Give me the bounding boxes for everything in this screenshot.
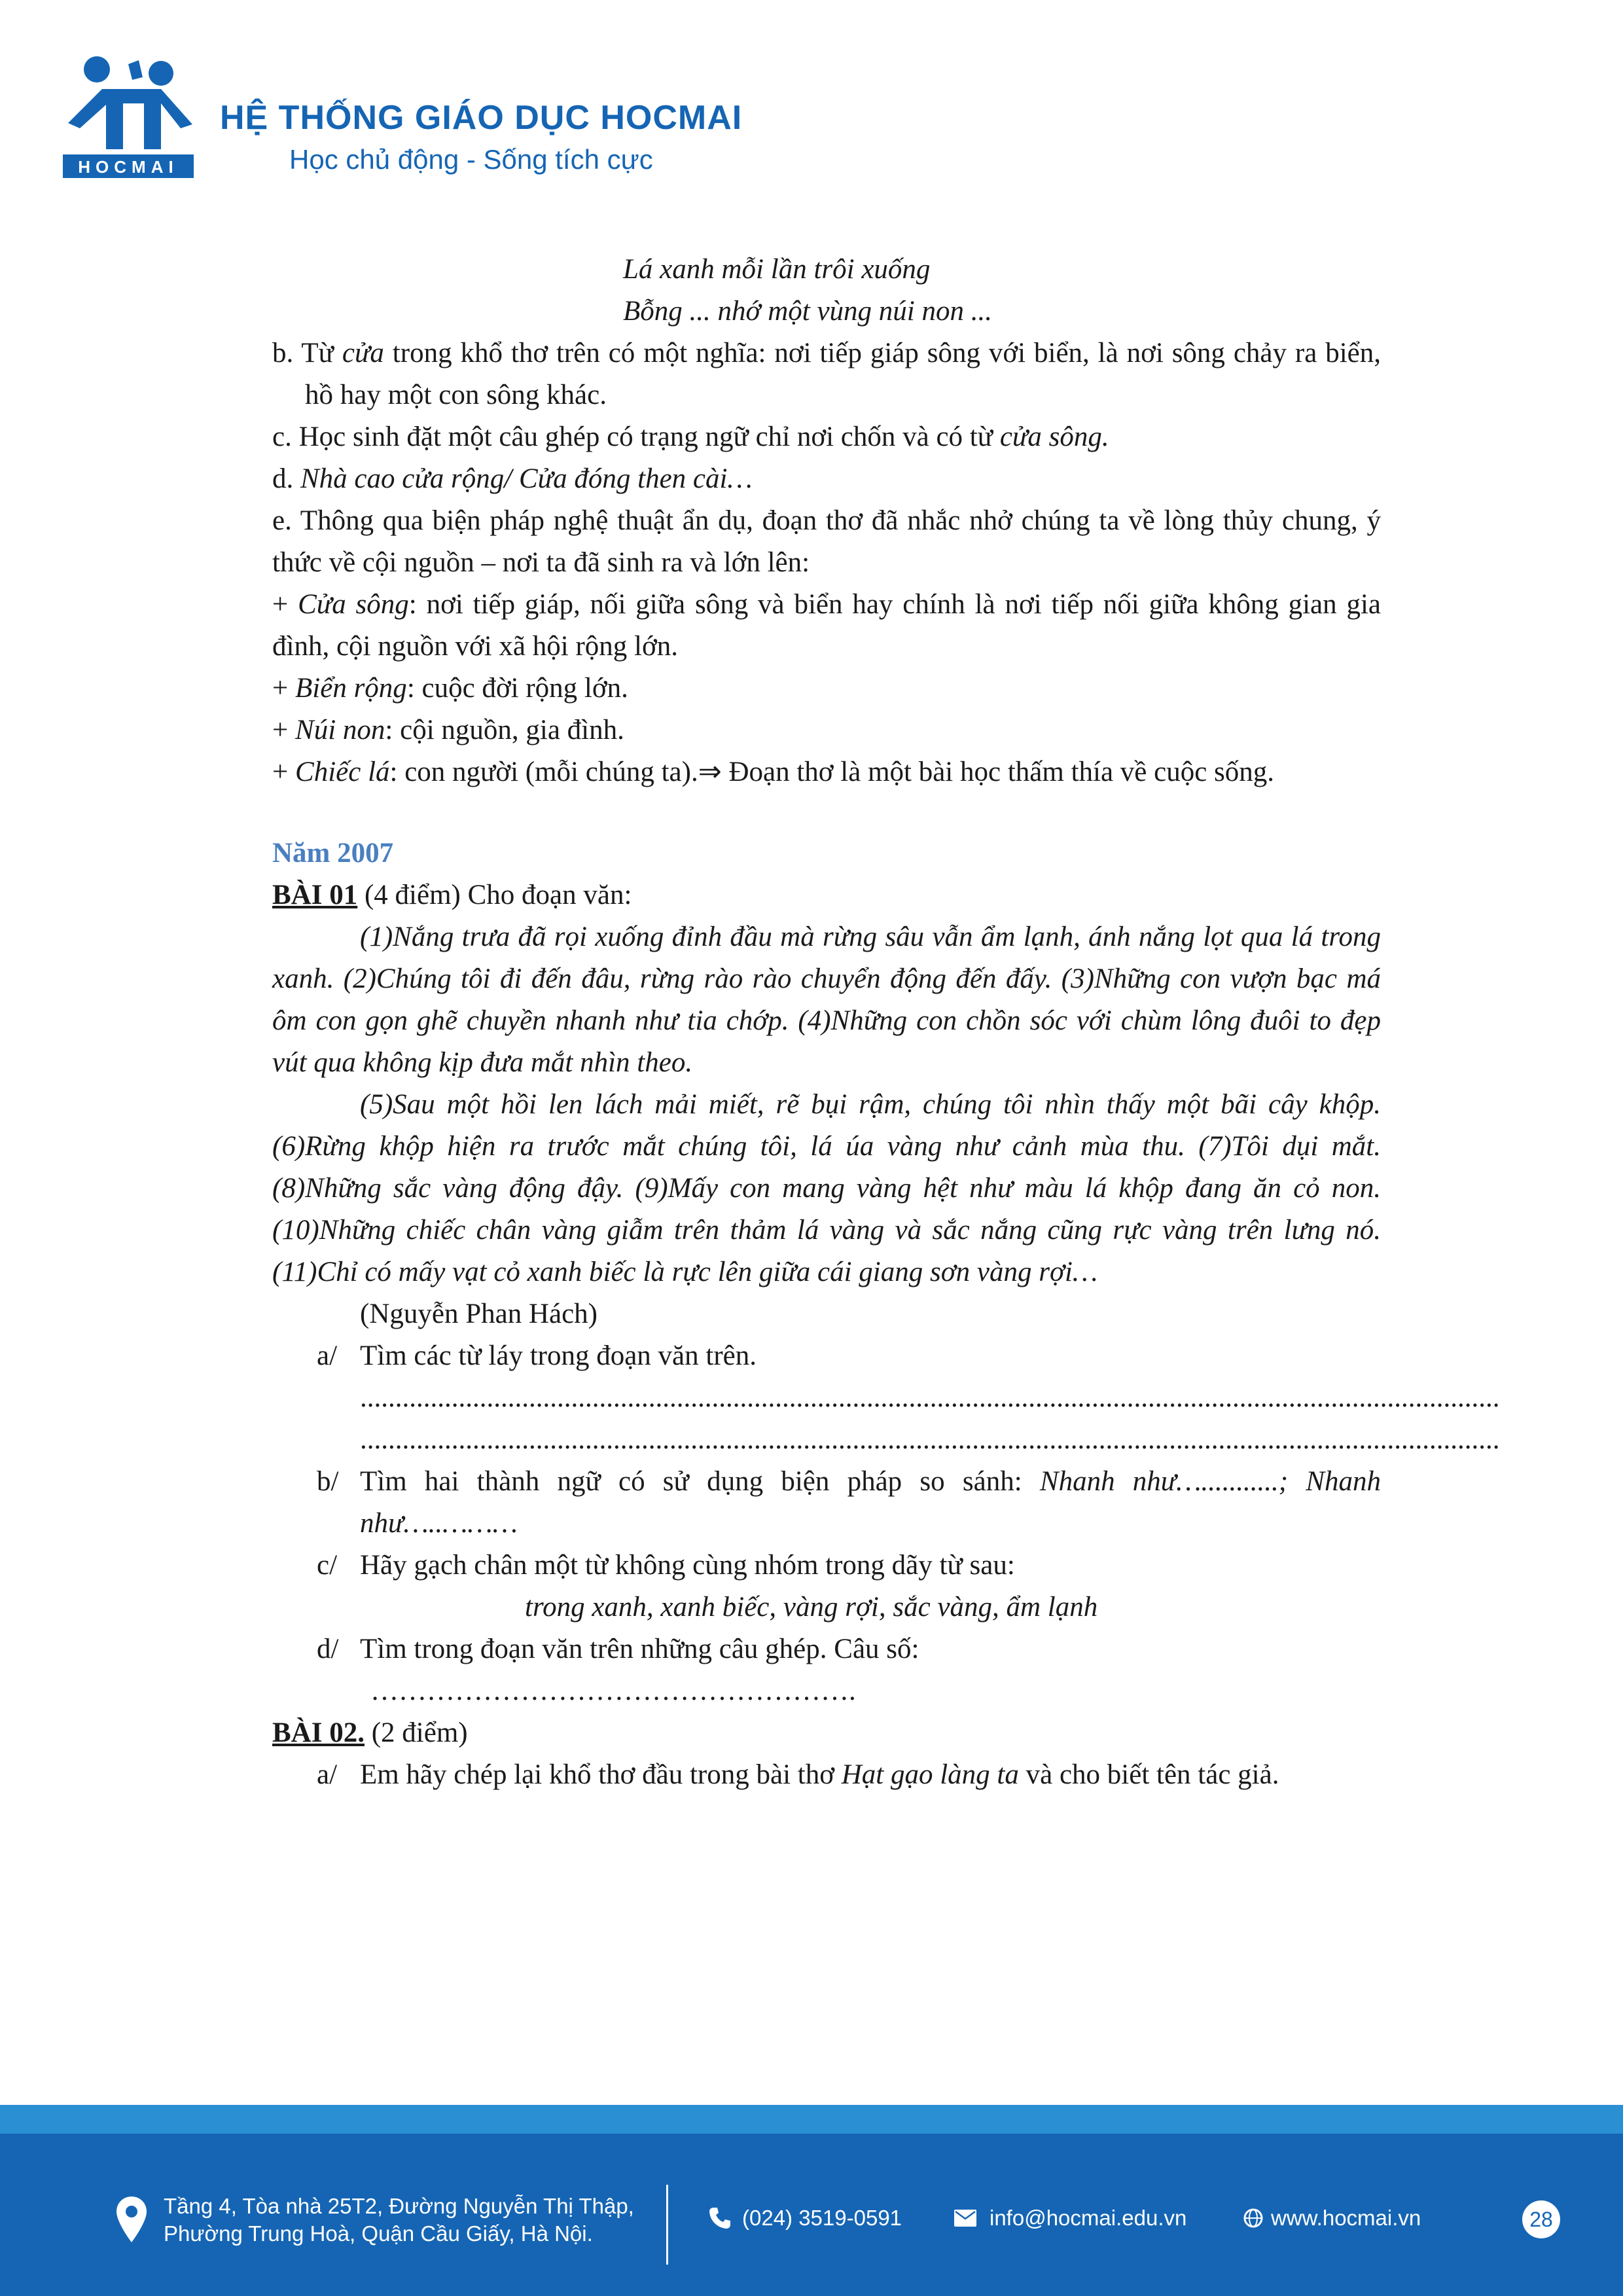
- question-label: c/: [317, 1550, 338, 1581]
- bullet-term: Biển rộng: [295, 673, 407, 704]
- footer-email[interactable]: [954, 2206, 1186, 2231]
- bullet-nui-non: [272, 709, 1381, 751]
- question-text: Tìm trong đoạn văn trên những câu ghép. Câu số:: [360, 1634, 919, 1664]
- bullet-plus: +: [272, 673, 296, 704]
- bai-02-heading: [272, 1712, 1381, 1754]
- passage-paragraph-1: (1)Nắng trưa đã rọi xuống đỉnh đầu mà rừng sâu vẫn ẩm lạnh, ánh nắng lọt qua lá trong xanh. (2)Chúng tôi đi đến đâu, rừng rào rào chuyển động đến đấy. (3)Những con vượn bạc má ôm con gọn ghẽ chuyền nhanh như tia chớp. (4)Những con chồn sóc với chùm lông đuôi to đẹp vút qua không kịp đưa mắt nhìn theo.: [272, 922, 1381, 1078]
- bullet-plus: +: [272, 757, 296, 787]
- answer-line[interactable]: ..................................................................................................................................................................: [360, 1424, 1500, 1455]
- phone-icon: [708, 2206, 732, 2230]
- bai-02-question-a: [272, 1754, 1381, 1796]
- bullet-term: Chiếc lá: [295, 757, 390, 787]
- question-b: [272, 1461, 1381, 1545]
- answer-c-text: c. Học sinh đặt một câu ghép có trạng ngữ chỉ nơi chốn và có từ: [272, 422, 1000, 452]
- bullet-bien-rong: [272, 668, 1381, 709]
- answer-b: [272, 332, 1381, 416]
- brand-title: HỆ THỐNG GIÁO DỤC HOCMAI: [220, 99, 743, 137]
- answer-d-text: Nhà cao cửa rộng/ Cửa đóng then cài…: [300, 463, 753, 494]
- footer-divider: [666, 2185, 668, 2265]
- question-label: a/: [317, 1759, 338, 1790]
- answer-b-word: cửa: [342, 338, 384, 368]
- email-address: info@hocmai.edu.vn: [990, 2206, 1187, 2230]
- location-pin-icon: [116, 2197, 147, 2242]
- question-text: [360, 1461, 1381, 1545]
- phone-number: (024) 3519-0591: [742, 2206, 902, 2230]
- footer-website[interactable]: [1243, 2206, 1421, 2231]
- passage-paragraph-2: (5)Sau một hồi len lách mải miết, rẽ bụi rậm, chúng tôi nhìn thấy một bãi cây khộp. (6)Rừng khộp hiện ra trước mắt chúng tôi, lá úa vàng như cảnh mùa thu. (7)Tôi dụi mắt. (8)Những sắc vàng động đậy. (9)Mấy con mang vàng hệt như màu lá khộp đang ăn cỏ non. (10)Những chiếc chân vàng giẫm trên thảm lá vàng và sắc nắng cũng rực vàng trên lưng nó. (11)Chỉ có mấy vạt cỏ xanh biếc là rực lên giữa cái giang sơn vàng rợi…: [272, 1089, 1381, 1287]
- bullet-text: : cội nguồn, gia đình.: [385, 715, 624, 745]
- question-label: d/: [317, 1634, 339, 1664]
- bai-01-intro: (4 điểm) Cho đoạn văn:: [357, 880, 632, 910]
- bullet-cua-song: [272, 584, 1381, 668]
- document-body: [272, 249, 1500, 1796]
- question-text: Tìm các từ láy trong đoạn văn trên.: [360, 1340, 757, 1371]
- question-b-text: Tìm hai thành ngữ có sử dụng biện pháp so sánh:: [360, 1466, 1040, 1497]
- bullet-text: : cuộc đời rộng lớn.: [406, 673, 628, 704]
- bullet-term: Cửa sông: [298, 589, 409, 620]
- answer-b-prefix: b. Từ: [272, 338, 342, 368]
- question-text-post: và cho biết tên tác giả.: [1018, 1759, 1279, 1790]
- answer-line[interactable]: ..................................................................................................................................................................: [360, 1382, 1500, 1413]
- hocmai-logo: [63, 51, 200, 182]
- mail-icon: [954, 2210, 976, 2227]
- poem-title: Hạt gạo làng ta: [841, 1759, 1019, 1790]
- answer-c-word: cửa sông.: [999, 422, 1109, 452]
- bullet-text: : nơi tiếp giáp, nối giữa sông và biển hay chính là nơi tiếp nối giữa không gian gia đình, cội nguồn với xã hội rộng lớn.: [272, 589, 1381, 662]
- logo-text: HOCMAI: [78, 157, 179, 177]
- address-line-2: Phường Trung Hoà, Quận Cầu Giấy, Hà Nội.: [164, 2221, 593, 2246]
- footer-phone[interactable]: [708, 2206, 902, 2231]
- bai-02-intro: (2 điểm): [364, 1717, 468, 1748]
- question-text-pre: Em hãy chép lại khổ thơ đầu trong bài thơ: [360, 1759, 842, 1790]
- bai-02-title: BÀI 02.: [272, 1717, 365, 1748]
- bai-01-heading: [272, 874, 1381, 916]
- globe-icon: [1243, 2208, 1263, 2228]
- section-year: Năm 2007: [272, 838, 394, 869]
- answer-c: [272, 416, 1381, 458]
- passage-author: (Nguyễn Phan Hách): [360, 1299, 598, 1329]
- question-c: [272, 1545, 1381, 1587]
- poem-line: Bỗng ... nhớ một vùng núi non ...: [623, 296, 992, 327]
- question-b-blanks: Nhanh như…...........; Nhanh như…..………: [360, 1466, 1381, 1539]
- answer-e: e. Thông qua biện pháp nghệ thuật ẩn dụ, đoạn thơ đã nhắc nhở chúng ta về lòng thủy chung, ý thức về cội nguồn – nơi ta đã sinh ra và lớn lên:: [272, 505, 1381, 578]
- bullet-plus: +: [272, 589, 298, 620]
- bullet-plus: +: [272, 715, 296, 745]
- bullet-chiec-la: [272, 751, 1381, 793]
- brand-slogan: Học chủ động - Sống tích cực: [289, 144, 653, 175]
- answer-b-text: trong khổ thơ trên có một nghĩa: nơi tiếp giáp sông với biển, là nơi sông chảy ra biển, hồ hay một con sông khác.: [305, 338, 1381, 410]
- poem-line: Lá xanh mỗi lần trôi xuống: [623, 254, 931, 285]
- word-list: trong xanh, xanh biếc, vàng rợi, sắc vàng, ẩm lạnh: [525, 1592, 1098, 1623]
- bai-01-title: BÀI 01: [272, 880, 358, 910]
- address-line-1: Tầng 4, Tòa nhà 25T2, Đường Nguyễn Thị Thập,: [164, 2194, 634, 2218]
- question-text: Hãy gạch chân một từ không cùng nhóm trong dãy từ sau:: [360, 1550, 1015, 1581]
- page-number: 28: [1522, 2200, 1560, 2238]
- answer-d: [272, 458, 1381, 500]
- question-d: [272, 1628, 1381, 1670]
- website-url: www.hocmai.vn: [1271, 2206, 1421, 2230]
- question-label: b/: [317, 1466, 339, 1497]
- question-text: [360, 1754, 1381, 1796]
- footer-address: [116, 2193, 634, 2248]
- footer: [0, 2134, 1623, 2296]
- bullet-text: : con người (mỗi chúng ta).⇒ Đoạn thơ là một bài học thấm thía về cuộc sống.: [389, 757, 1275, 787]
- question-a: [272, 1335, 1381, 1377]
- answer-line[interactable]: …………………………………………….: [370, 1676, 856, 1706]
- question-label: a/: [317, 1340, 338, 1371]
- answer-d-prefix: d.: [272, 463, 300, 494]
- footer-accent-bar: [0, 2105, 1623, 2134]
- bullet-term: Núi non: [295, 715, 385, 745]
